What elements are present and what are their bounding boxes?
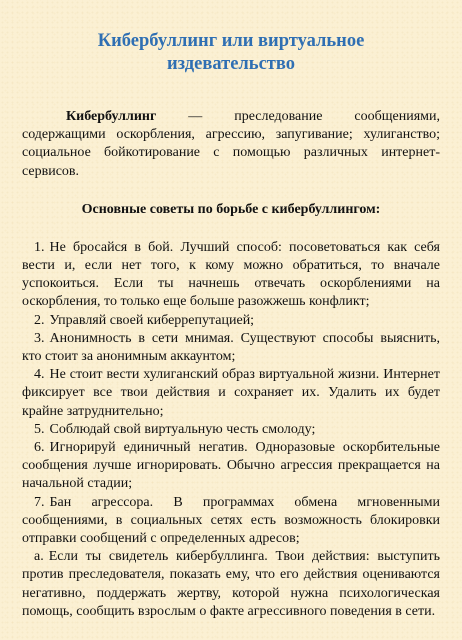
definition-text: — преследование сообщениями, содержащими оскорбления, агрессию, запугивание; хулиганство; социальное бойкотирование с помощью различных интернет-сервисов. bbox=[22, 109, 440, 179]
advice-text: Не бросайся в бой. Лучший способ: посоветоваться как себя вести и, если нет того, к кому можно обратиться, то вначале успокоиться. Если ты начнешь отвечать оскорблениями на оскорбления, то только еще больше разожжешь конфликт; bbox=[22, 239, 440, 310]
advice-text: Анонимность в сети мнимая. Существуют способы выяснить, кто стоит за анонимным аккаунтом; bbox=[22, 330, 440, 365]
advice-item bbox=[22, 330, 440, 366]
advice-number: 7. bbox=[34, 494, 45, 510]
title-line-1: Кибербуллинг или виртуальное bbox=[97, 31, 365, 51]
advice-text: Соблюдай свой виртуальную честь смолоду; bbox=[49, 421, 316, 437]
advice-number: 4. bbox=[34, 367, 45, 383]
advice-number: а. bbox=[34, 549, 44, 565]
page-title bbox=[22, 30, 440, 76]
advice-text: Игнорируй единичный негатив. Одноразовые оскорбительные сообщения лучше игнорировать. Обычно агрессия прекращается на начальной стадии; bbox=[22, 440, 440, 492]
advice-item bbox=[22, 366, 440, 421]
advice-item bbox=[22, 439, 440, 494]
advice-item bbox=[22, 421, 440, 439]
advice-text: Бан агрессора. В программах обмена мгновенными сообщениями, в социальных сетях есть возможность блокировки отправки сообщений с определенных адресов; bbox=[22, 494, 440, 547]
advice-list bbox=[22, 239, 440, 621]
advice-text: Управляй своей киберрепутацией; bbox=[49, 312, 255, 328]
advice-item bbox=[22, 548, 440, 621]
title-line-2: издевательство bbox=[167, 54, 295, 74]
advice-heading: Основные советы по борьбе с кибербуллингом: bbox=[81, 201, 381, 217]
advice-number: 3. bbox=[34, 330, 45, 346]
advice-text: Не стоит вести хулиганский образ виртуальной жизни. Интернет фиксирует все твои действия и сохраняет их. Удалить их будет крайне затруднительно; bbox=[22, 367, 440, 419]
advice-number: 1. bbox=[34, 239, 45, 255]
advice-number: 2. bbox=[34, 312, 45, 328]
advice-number: 5. bbox=[34, 421, 45, 437]
advice-item bbox=[22, 494, 440, 549]
definition-term: Кибербуллинг bbox=[66, 109, 157, 124]
advice-number: 6. bbox=[34, 440, 45, 456]
definition-paragraph bbox=[22, 108, 440, 181]
advice-text: Если ты свидетель кибербуллинга. Твои действия: выступить против преследователя, показать ему, что его действия оцениваются негативно, поддержать жертву, которой нужна психологическая помощь, сообщить взрослым о факте агрессивного поведения в сети. bbox=[22, 549, 440, 619]
advice-item bbox=[22, 312, 440, 330]
advice-item bbox=[22, 239, 440, 312]
